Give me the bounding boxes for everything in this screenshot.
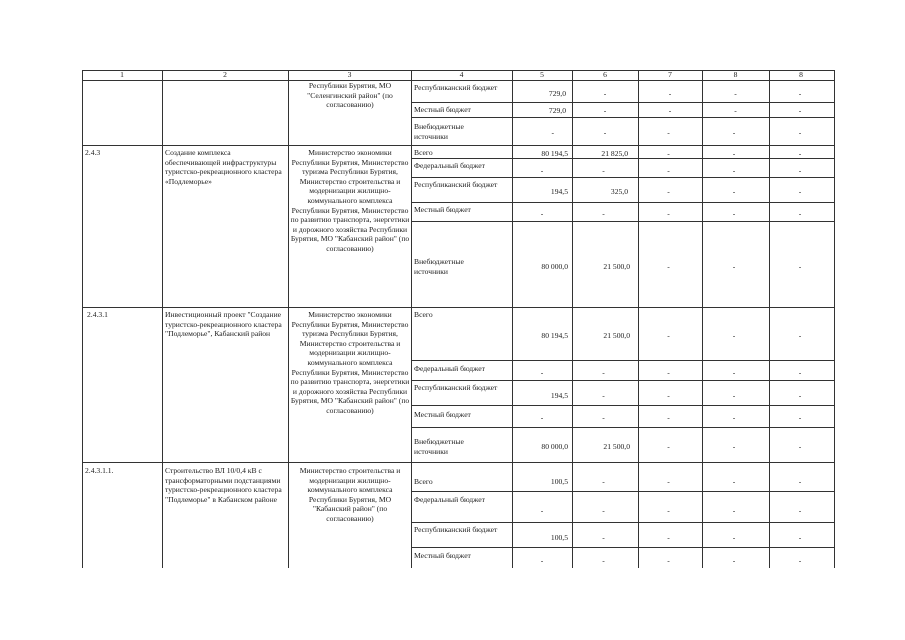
value-cell: 21 825,0 [601, 149, 628, 158]
value-cell: - [603, 128, 607, 137]
value-cell: 194,5 [550, 391, 568, 400]
value-cell: - [540, 506, 544, 515]
value-cell: - [540, 556, 544, 565]
value-cell: - [667, 506, 670, 515]
value-cell: - [603, 106, 607, 115]
value-cell: - [798, 128, 802, 137]
grid-line [411, 202, 834, 203]
value-cell: 729,0 [548, 106, 566, 115]
value-cell: - [798, 106, 802, 115]
value-cell: - [798, 89, 802, 98]
value-cell: - [602, 477, 605, 486]
value-cell: - [667, 166, 670, 175]
value-cell: - [540, 368, 544, 377]
grid-line [512, 70, 513, 568]
grid-line [82, 462, 834, 463]
value-cell: - [732, 442, 736, 451]
grid-line [411, 117, 834, 118]
row-code: 2.4.3.1.1. [85, 466, 114, 475]
value-cell: 194,5 [550, 187, 568, 196]
header-col-1: 1 [120, 70, 124, 79]
value-cell: - [732, 187, 736, 196]
value-cell: - [602, 506, 605, 515]
value-cell: - [602, 533, 605, 542]
value-cell: - [667, 149, 670, 158]
value-cell: - [732, 149, 736, 158]
value-cell: - [668, 106, 672, 115]
value-cell: - [798, 262, 802, 271]
value-cell: - [732, 209, 736, 218]
value-cell: - [798, 209, 802, 218]
grid-line [411, 491, 834, 492]
value-cell: - [798, 506, 802, 515]
source-label: Всего [414, 477, 433, 486]
source-label: Республиканский бюджет [414, 383, 498, 392]
value-cell: - [798, 533, 802, 542]
header-col-4: 4 [459, 70, 464, 79]
value-cell: - [667, 533, 670, 542]
source-label: Республиканский бюджет [414, 180, 498, 189]
value-cell: - [798, 442, 802, 451]
grid-line [638, 70, 639, 568]
row-code: 2.4.3 [85, 148, 101, 157]
value-cell: 80 194,5 [541, 149, 568, 158]
grid-line [411, 427, 834, 428]
executor-cell: Министерство экономики Республики Бурятия, Министерство туризма Республики Бурятия, Министерство строительства и модернизации жилищно-коммунального комплекса Республики Бурятия, Министерство по развитию транспорта, энергетики и дорожного хозяйства Республики Бурятия, МО "Кабанский район" (по согласованию) [290, 148, 410, 253]
value-cell: 100,5 [550, 533, 568, 542]
value-cell: - [667, 413, 670, 422]
grid-line [411, 221, 834, 222]
value-cell: - [732, 331, 736, 340]
value-cell: - [540, 166, 544, 175]
value-cell: - [798, 187, 802, 196]
grid-line [411, 360, 834, 361]
source-label: Внебюджетные источники [414, 122, 464, 141]
grid-line [411, 102, 834, 103]
value-cell: 100,5 [550, 477, 568, 486]
value-cell: - [798, 391, 802, 400]
value-cell: - [732, 262, 736, 271]
value-cell: 21 500,0 [603, 262, 630, 271]
source-label: Внебюджетные источники [414, 437, 464, 456]
source-label: Местный бюджет [414, 205, 471, 214]
grid-line [702, 70, 703, 568]
executor-cell: Министерство экономики Республики Бурятия, Министерство туризма Республики Бурятия, Министерство строительства и модернизации жилищно-коммунального комплекса Республики Бурятия, Министерство по развитию транспорта, энергетики и дорожного хозяйства Республики Бурятия, МО "Кабанский район" (по согласованию) [290, 310, 410, 415]
value-cell: - [732, 556, 736, 565]
value-cell: 80 000,0 [541, 442, 568, 451]
source-label: Местный бюджет [414, 105, 471, 114]
value-cell: - [732, 391, 736, 400]
value-cell: - [732, 166, 736, 175]
header-col-3: 3 [347, 70, 352, 79]
header-col-5: 5 [540, 70, 544, 79]
value-cell: - [798, 331, 802, 340]
value-cell: - [667, 331, 670, 340]
source-label: Федеральный бюджет [414, 161, 485, 170]
value-cell: - [734, 106, 737, 115]
value-cell: - [798, 149, 802, 158]
value-cell: - [667, 556, 670, 565]
value-cell: - [732, 533, 736, 542]
row-name: Строительство ВЛ 10/0,4 кВ с трансформаторными подстанциями туристско-рекреационного кластера "Подлеморье" в Кабанском районе [165, 466, 282, 504]
value-cell: - [732, 128, 736, 137]
row-name: Создание комплекса обеспечивающей инфраструктуры туристско-рекреационного кластера «Подлеморье» [165, 148, 282, 186]
source-label: Федеральный бюджет [414, 364, 485, 373]
value-cell: - [732, 506, 736, 515]
executor-cell: Республики Бурятия, МО "Селенгинский район" (по согласованию) [307, 81, 393, 110]
header-col-9: 8 [799, 70, 803, 79]
grid-line [411, 177, 834, 178]
value-cell: - [732, 477, 736, 486]
value-cell: - [798, 166, 802, 175]
row-name: Инвестиционный проект "Создание туристско-рекреационного кластера "Подлеморье", Кабанский район [165, 310, 282, 339]
value-cell: - [602, 391, 605, 400]
grid-line [834, 70, 835, 568]
value-cell: - [798, 556, 802, 565]
header-col-2: 2 [223, 70, 227, 79]
value-cell: - [734, 89, 737, 98]
value-cell: - [667, 391, 670, 400]
grid-line [769, 70, 770, 568]
value-cell: 325,0 [610, 187, 628, 196]
value-cell: 80 000,0 [541, 262, 568, 271]
value-cell: - [602, 166, 605, 175]
value-cell: 21 500,0 [603, 442, 630, 451]
value-cell: 80 194,5 [541, 331, 568, 340]
value-cell: - [602, 556, 605, 565]
grid-line [411, 522, 834, 523]
value-cell: - [667, 128, 670, 137]
grid-line [288, 70, 289, 568]
header-col-7: 7 [668, 70, 672, 79]
value-cell: - [667, 477, 670, 486]
source-label: Всего [414, 148, 433, 157]
grid-line [82, 70, 83, 568]
grid-line [82, 145, 834, 146]
header-col-6: 6 [603, 70, 607, 79]
value-cell: - [668, 89, 672, 98]
value-cell: 21 500,0 [603, 331, 630, 340]
source-label: Местный бюджет [414, 410, 471, 419]
value-cell: - [667, 442, 670, 451]
value-cell: - [667, 262, 670, 271]
value-cell: - [602, 209, 605, 218]
grid-line [82, 307, 834, 308]
grid-line [82, 80, 834, 81]
value-cell: - [798, 413, 802, 422]
source-label: Всего [414, 310, 433, 319]
value-cell: - [540, 413, 544, 422]
executor-cell: Министерство строительства и модернизации жилищно-коммунального комплекса Республики Бурятия, МО "Кабанский район" (по согласованию) [299, 466, 401, 523]
grid-line [411, 405, 834, 406]
value-cell: - [732, 368, 736, 377]
value-cell: - [551, 128, 554, 137]
value-cell: - [603, 89, 607, 98]
value-cell: - [667, 187, 670, 196]
value-cell: - [667, 209, 670, 218]
grid-line [572, 70, 573, 568]
grid-line [411, 380, 834, 381]
source-label: Местный бюджет [414, 551, 471, 560]
grid-line [82, 70, 834, 71]
source-label: Республиканский бюджет [414, 525, 498, 534]
value-cell: - [732, 413, 736, 422]
value-cell: - [667, 368, 670, 377]
value-cell: - [540, 209, 544, 218]
value-cell: - [798, 368, 802, 377]
grid-line [411, 70, 412, 568]
grid-line [162, 70, 163, 568]
header-col-8: 8 [733, 70, 738, 79]
value-cell: - [798, 477, 802, 486]
value-cell: 729,0 [548, 89, 566, 98]
source-label: Федеральный бюджет [414, 495, 485, 504]
source-label: Республиканский бюджет [414, 83, 498, 92]
source-label: Внебюджетные источники [414, 257, 464, 276]
value-cell: - [602, 413, 605, 422]
value-cell: - [602, 368, 605, 377]
grid-line [411, 547, 834, 548]
row-code: 2.4.3.1 [87, 310, 108, 319]
